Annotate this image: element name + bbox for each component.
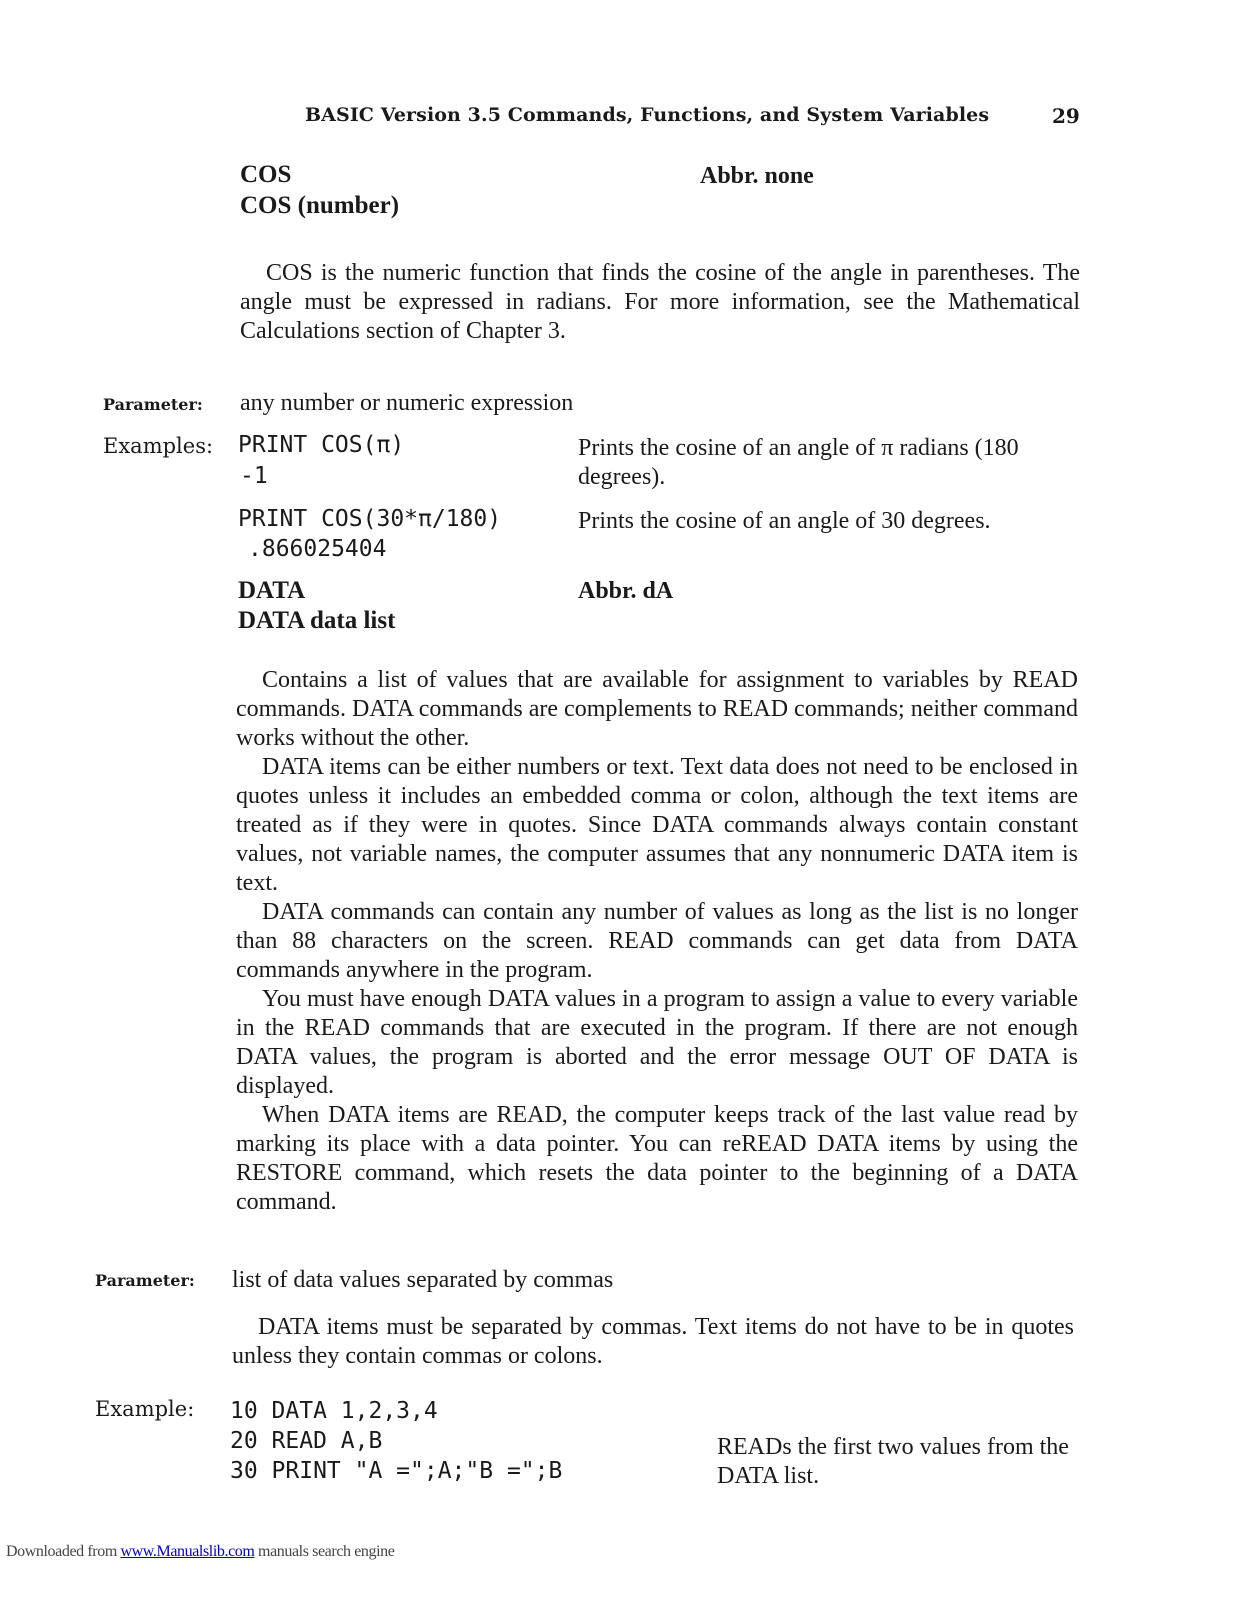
cos-example-2-result: .866025404: [248, 536, 387, 562]
cos-entry-name: COS: [240, 161, 292, 188]
running-header: BASIC Version 3.5 Commands, Functions, and System Variables: [305, 104, 990, 126]
data-example-line-2: 20 READ A,B: [230, 1428, 383, 1454]
data-paragraph-4: You must have enough DATA values in a program to assign a value to every variable in the READ commands that are executed in the program. If there are not enough DATA values, the program is aborted and the error message OUT OF DATA is displayed.: [236, 986, 1078, 1099]
cos-description-text: COS is the numeric function that finds the cosine of the angle in parentheses. The angle must be expressed in radians. For more information, see the Mathematical Calculations section of Chapter 3.: [240, 260, 1080, 344]
data-example-label: Example:: [95, 1397, 195, 1421]
data-description: [236, 666, 1078, 1217]
cos-abbreviation: Abbr. none: [700, 163, 814, 189]
footer-prefix: Downloaded from: [6, 1543, 121, 1560]
cos-example-2-note: Prints the cosine of an angle of 30 degrees.: [578, 508, 991, 534]
data-entry-name: DATA: [238, 577, 306, 604]
cos-examples-label: Examples:: [103, 434, 214, 458]
manualslib-link[interactable]: www.Manualslib.com: [120, 1543, 255, 1560]
cos-example-2-code: PRINT COS(30*π/180): [238, 506, 502, 532]
cos-example-1-code: PRINT COS(π): [238, 432, 405, 458]
footer-suffix: manuals search engine: [254, 1543, 395, 1560]
data-parameter-note: [232, 1313, 1074, 1371]
cos-syntax: COS (number): [240, 192, 400, 219]
data-parameter-text: list of data values separated by commas: [232, 1267, 614, 1293]
data-parameter-note-text: DATA items must be separated by commas. Text items do not have to be in quotes unless they contain commas or colons.: [232, 1314, 1074, 1369]
data-example-line-3: 30 PRINT "A =";A;"B =";B: [230, 1458, 563, 1484]
data-paragraph-1: Contains a list of values that are available for assignment to variables by READ commands. DATA commands are complements to READ commands; neither command works without the other.: [236, 667, 1078, 751]
cos-parameter-text: any number or numeric expression: [240, 390, 574, 416]
data-abbreviation: Abbr. dA: [578, 578, 674, 604]
cos-description: [240, 259, 1080, 346]
data-example-line-1: 10 DATA 1,2,3,4: [230, 1398, 438, 1424]
data-parameter-label: Parameter:: [95, 1271, 195, 1290]
cos-example-1-result: -1: [240, 463, 268, 489]
data-syntax: DATA data list: [238, 607, 396, 634]
download-footer: [6, 1543, 394, 1561]
cos-parameter-label: Parameter:: [103, 395, 203, 414]
data-paragraph-3: DATA commands can contain any number of values as long as the list is no longer than 88 characters on the screen. READ commands can get data from DATA commands anywhere in the program.: [236, 899, 1078, 983]
data-example-note: READs the first two values from the DATA list.: [717, 1434, 1069, 1489]
cos-example-1-note: Prints the cosine of an angle of π radians (180 degrees).: [578, 435, 1019, 490]
page-number: 29: [1052, 104, 1080, 128]
data-paragraph-2: DATA items can be either numbers or text. Text data does not need to be enclosed in quotes unless it includes an embedded comma or colon, although the text items are treated as if they were in quotes. Since DATA commands always contain constant values, not variable names, the computer assumes that any nonnumeric DATA item is text.: [236, 754, 1078, 896]
data-paragraph-5: When DATA items are READ, the computer keeps track of the last value read by marking its place with a data pointer. You can reREAD DATA items by using the RESTORE command, which resets the data pointer to the beginning of a DATA command.: [236, 1102, 1078, 1215]
